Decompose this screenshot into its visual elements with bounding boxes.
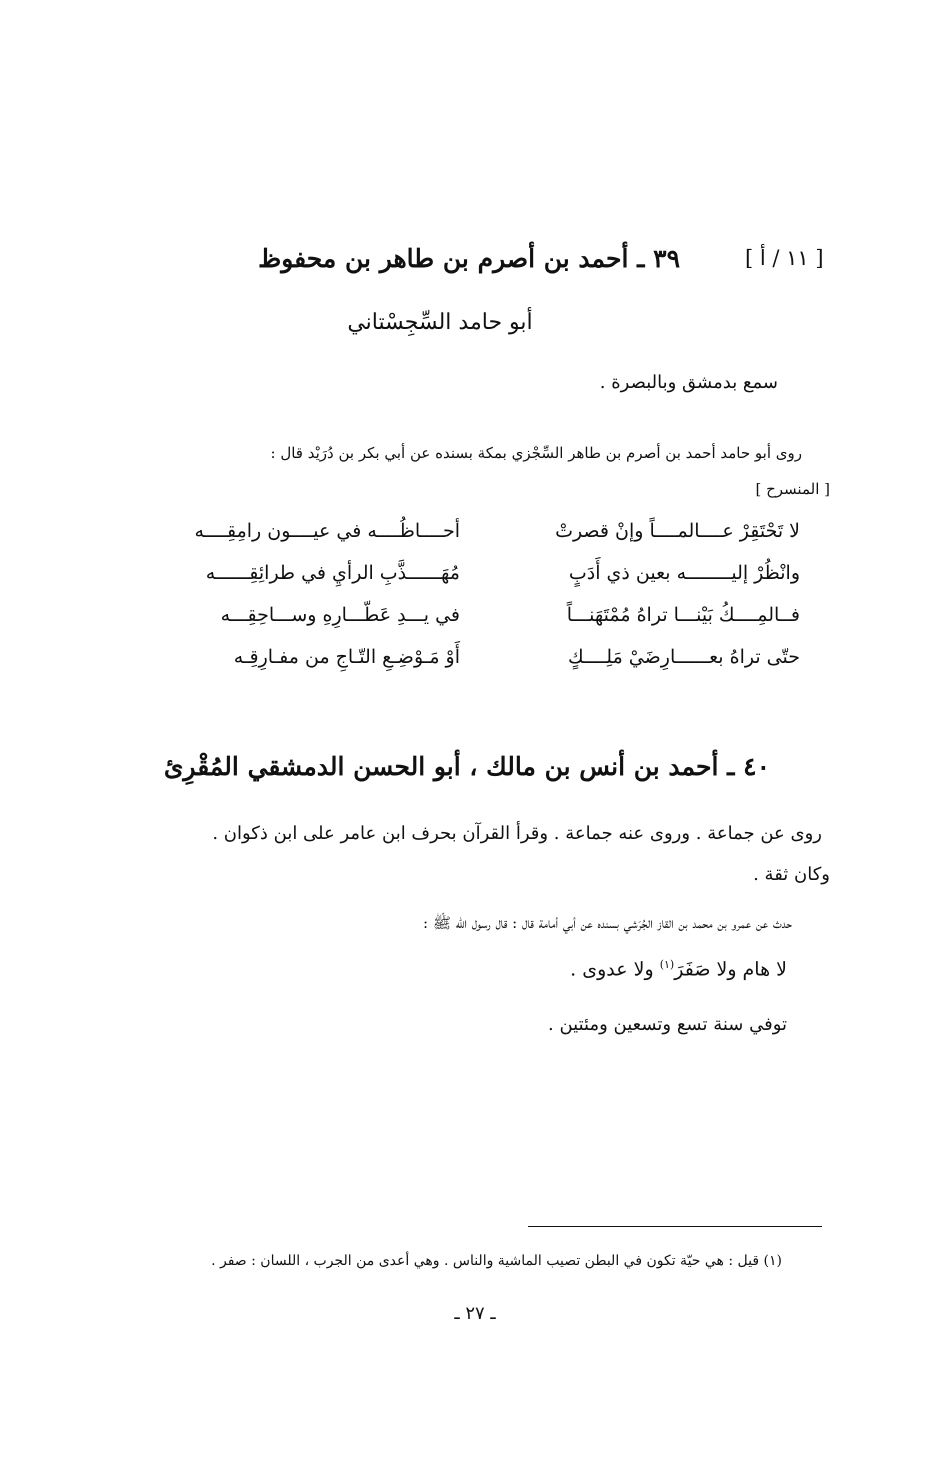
poem-first-hemistich: لا تَحْتَقِرْ عــــالمــــاً وإنْ قصرتْ bbox=[555, 520, 800, 542]
footnote: (١) قيل : هي حيّة تكون في البطن تصيب الماشية والناس . وهي أعدى من الجرب ، اللسان : صفر . bbox=[211, 1253, 782, 1269]
poem-line bbox=[150, 636, 800, 678]
poem-second-hemistich: أحــــاظُــــه في عيــــون رامِقِــــه bbox=[194, 520, 460, 542]
footnote-divider bbox=[528, 1226, 822, 1227]
page-number: ـ ٢٧ ـ bbox=[454, 1303, 496, 1324]
entry-40-isnad: حدث عن عمرو بن محمد بن القاز الجُرَشي بسنده عن أبي أمامة قال : قال رسول الله ﷺ : bbox=[423, 914, 792, 932]
entry-39-heading: ٣٩ ـ أحمد بن أصرم بن طاهر بن محفوظ bbox=[258, 244, 680, 273]
poem-first-hemistich: وانْظُرْ إليــــــــه بعين ذي أَدَبٍ bbox=[568, 562, 800, 584]
hadith-text: لا هام ولا صَفَرَ bbox=[674, 958, 787, 981]
poem-meter-label: [ المنسرح ] bbox=[755, 480, 830, 498]
entry-39-heard-note: سمع بدمشق وبالبصرة . bbox=[599, 372, 778, 393]
hadith-tail: ولا عدوى . bbox=[570, 958, 660, 981]
poem-second-hemistich: في يـــدِ عَطّـــارِهِ وســـاحِقِـــه bbox=[220, 604, 460, 626]
poem-second-hemistich: أَوْ مَـوْضِـعِ التّـاجِ من مفـارِقِـه bbox=[233, 646, 460, 668]
entry-39-kunya: أبو حامد السِّجِسْتاني bbox=[347, 310, 533, 335]
poem-second-hemistich: مُهَــــــذَّبِ الرأيِ في طرائِقِــــــه bbox=[205, 562, 460, 584]
poem-line bbox=[150, 552, 800, 594]
poem-line bbox=[150, 510, 800, 552]
entry-40-heading: ٤٠ ـ أحمد بن أنس بن مالك ، أبو الحسن الدمشقي المُقْرِئ bbox=[163, 752, 770, 781]
poem-first-hemistich: حتّى تراهُ بعــــــارِضَيْ مَلِــــكٍ bbox=[568, 646, 800, 668]
entry-40-death-note: توفي سنة تسع وتسعين ومئتين . bbox=[548, 1014, 787, 1035]
poem-block bbox=[150, 510, 800, 678]
entry-40-hadith bbox=[500, 958, 787, 980]
entry-40-paragraph-line-2: وكان ثقة . bbox=[753, 864, 830, 885]
poem-line bbox=[150, 594, 800, 636]
entry-40-paragraph-line-1: روى عن جماعة . وروى عنه جماعة . وقرأ القرآن بحرف ابن عامر على ابن ذكوان . bbox=[212, 823, 822, 844]
footnote-reference: (١) bbox=[659, 958, 675, 971]
entry-39-isnad: روى أبو حامد أحمد بن أصرم بن طاهر السِّجْزي بمكة بسنده عن أبي بكر بن دُرَيْد قال : bbox=[270, 444, 802, 462]
folio-marker: [ ١١ / أ ] bbox=[745, 246, 824, 270]
poem-first-hemistich: فــالمِــــكُ بَيْنـــا تراهُ مُمْتَهَنـــاً bbox=[566, 604, 800, 626]
